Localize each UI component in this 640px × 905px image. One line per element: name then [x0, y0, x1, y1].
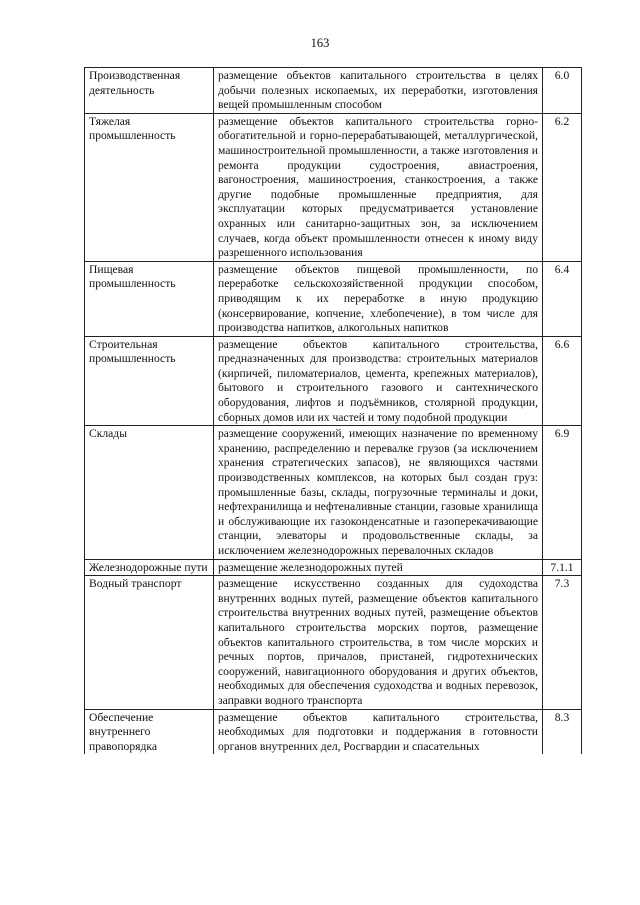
use-type-name: Водный транспорт	[85, 576, 214, 709]
use-type-code: 8.3	[543, 709, 582, 754]
use-type-code: 6.2	[543, 113, 582, 261]
use-type-description: размещение железнодорожных путей	[214, 559, 543, 576]
table-row	[85, 336, 582, 426]
use-type-code: 6.6	[543, 336, 582, 426]
table-row	[85, 559, 582, 576]
use-type-code: 6.4	[543, 261, 582, 336]
use-type-description: размещение объектов пищевой промышленности, по переработке сельскохозяйственной продукции способом, приводящим к их переработке в иную продукцию (консервирование, копчение, хлебопечение), в том числе для производства напитков, алкогольных напитков	[214, 261, 543, 336]
use-type-description: размещение объектов капитального строительства горно-обогатительной и горно-перерабатывающей, металлургической, машиностроительной промышленности, а также изготовления и ремонта продукции судостроения, авиастроения, вагоностроения, машиностроения, станкостроения, а также другие подобные промышленные предприятия, для эксплуатации которых предусматривается установление охранных или санитарно-защитных зон, за исключением случаев, когда объект промышленности отнесен к иному виду разрешенного использования	[214, 113, 543, 261]
page-number: 163	[310, 36, 330, 50]
use-type-code: 7.3	[543, 576, 582, 709]
table-row	[85, 113, 582, 261]
use-type-description: размещение объектов капитального строительства, предназначенных для производства: строительных материалов (кирпичей, пиломатериалов, цемента, крепежных материалов), бытового и строительного газового и сантехнического оборудования, лифтов и подъёмников, столярной продукции, сборных домов или их частей и тому подобной продукции	[214, 336, 543, 426]
use-type-description: размещение объектов капитального строительства в целях добычи полезных ископаемых, их переработки, изготовления вещей промышленным способом	[214, 68, 543, 114]
use-type-code: 6.0	[543, 68, 582, 114]
use-type-name: Тяжелая промышленность	[85, 113, 214, 261]
use-type-name: Обеспечение внутреннего правопорядка	[85, 709, 214, 754]
use-type-name: Производственная деятельность	[85, 68, 214, 114]
land-use-table	[84, 67, 582, 754]
use-type-name: Железнодорожные пути	[85, 559, 214, 576]
use-type-name: Пищевая промышленность	[85, 261, 214, 336]
use-type-description: размещение сооружений, имеющих назначение по временному хранению, распределению и перевалке грузов (за исключением хранения стратегических запасов), не являющихся частями производственных комплексов, на которых был создан груз: промышленные базы, склады, погрузочные терминалы и доки, нефтехранилища и нефтеналивные станции, газовые хранилища и обслуживающие их газоконденсатные и газоперекачивающие станции, элеваторы и продовольственные склады, за исключением железнодорожных перевалочных складов	[214, 426, 543, 559]
table-row	[85, 426, 582, 559]
table-row	[85, 68, 582, 114]
use-type-name: Склады	[85, 426, 214, 559]
use-type-name: Строительная промышленность	[85, 336, 214, 426]
use-type-code: 6.9	[543, 426, 582, 559]
table-row	[85, 709, 582, 754]
table-row	[85, 261, 582, 336]
use-type-description: размещение искусственно созданных для судоходства внутренних водных путей, размещение объектов капитального строительства внутренних водных путей, размещение объектов капитального строительства морских портов, размещение объектов капитального строительства, в том числе морских и речных портов, причалов, пристаней, гидротехнических сооружений, навигационного оборудования и других объектов, необходимых для обеспечения судоходства и водных перевозок, заправки водного транспорта	[214, 576, 543, 709]
use-type-code: 7.1.1	[543, 559, 582, 576]
table-row	[85, 576, 582, 709]
use-type-description: размещение объектов капитального строительства, необходимых для подготовки и поддержания в готовности органов внутренних дел, Росгвардии и спасательных	[214, 709, 543, 754]
